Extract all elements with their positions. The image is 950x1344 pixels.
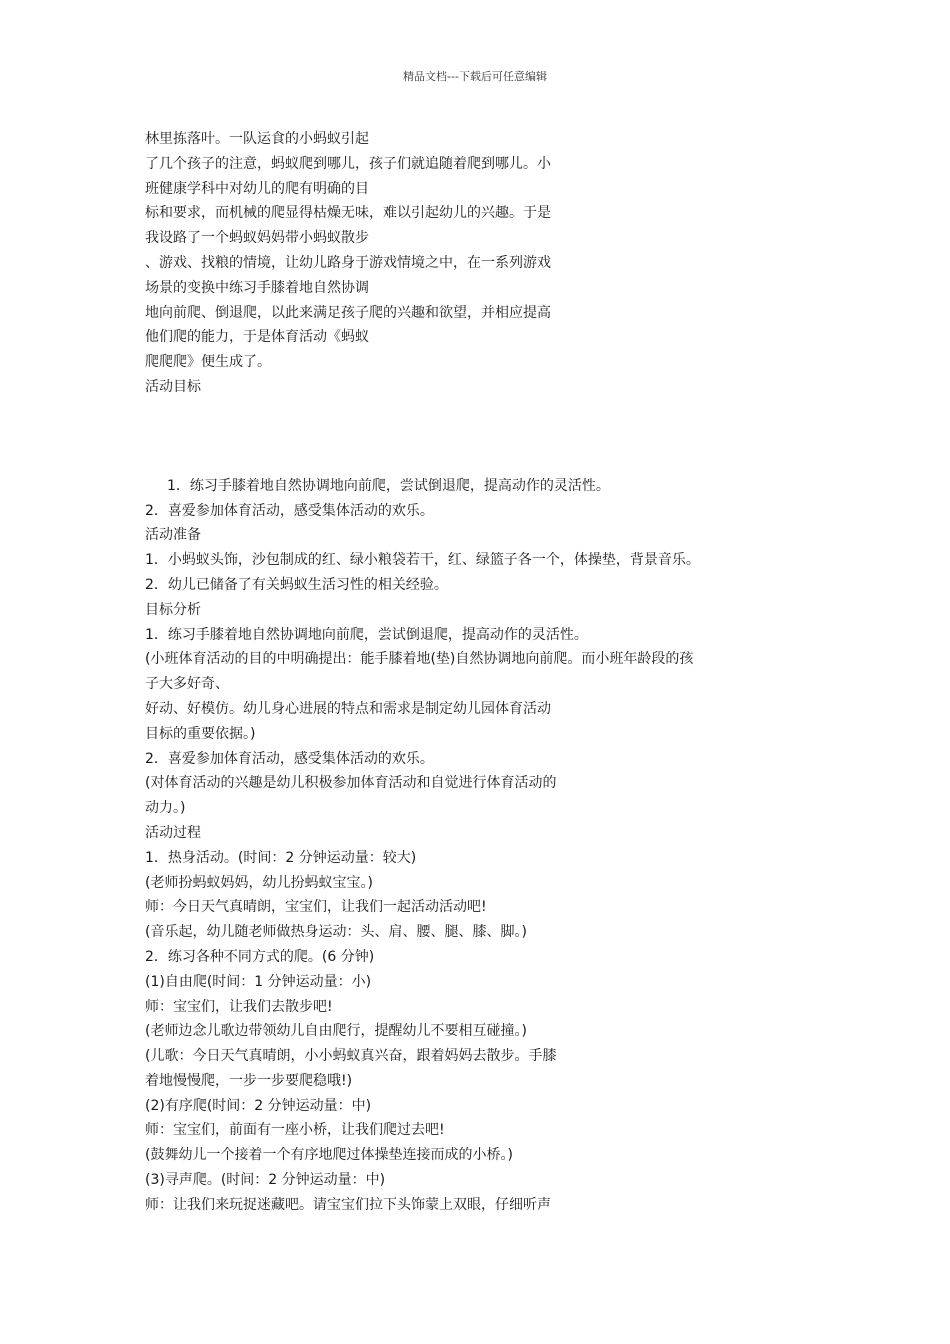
text-line: (对体育活动的兴趣是幼儿积极参加体育活动和自觉进行体育活动的 — [145, 775, 557, 792]
text-line: 好动、好模仿。幼儿身心进展的特点和需求是制定幼儿园体育活动 — [145, 700, 551, 717]
document-body — [145, 127, 815, 1218]
text-line: 目标的重要依据。) — [145, 725, 256, 742]
text-line: 标和要求，而机械的爬显得枯燥无味，难以引起幼儿的兴趣。于是 — [145, 205, 551, 222]
section-heading: 活动过程 — [145, 824, 201, 841]
section-heading: 目标分析 — [145, 601, 201, 618]
text-line: (2)有序爬(时间：2 分钟运动量：中) — [145, 1097, 372, 1114]
text-line: (小班体育活动的目的中明确提出：能手膝着地(垫)自然协调地向前爬。而小班年龄段的孩 — [145, 651, 694, 668]
text-line: (3)寻声爬。(时间：2 分钟运动量：中) — [145, 1172, 386, 1189]
text-line: 他们爬的能力，于是体育活动《蚂蚁 — [145, 329, 369, 346]
text-line: 1．热身活动。(时间：2 分钟运动量：较大) — [145, 849, 417, 866]
text-line: 1．练习手膝着地自然协调地向前爬，尝试倒退爬，提高动作的灵活性。 — [145, 626, 588, 643]
text-line: 了几个孩子的注意，蚂蚁爬到哪儿，孩子们就追随着爬到哪儿。小 — [145, 155, 551, 172]
text-line: 着地慢慢爬，一步一步要爬稳哦!) — [145, 1072, 353, 1089]
text-line: 林里拣落叶。一队运食的小蚂蚁引起 — [145, 131, 369, 147]
text-line: 、游戏、找粮的情境，让幼儿路身于游戏情境之中，在一系列游戏 — [145, 254, 551, 271]
text-line: 师：宝宝们，前面有一座小桥，让我们爬过去吧! — [145, 1122, 445, 1139]
text-line: 子大多好奇、 — [145, 676, 229, 693]
text-line: 我设路了一个蚂蚁妈妈带小蚂蚁散步 — [145, 230, 369, 247]
text-line: (鼓舞幼儿一个接着一个有序地爬过体操垫连接而成的小桥。) — [145, 1147, 513, 1164]
text-line: 师：宝宝们，让我们去散步吧! — [145, 998, 333, 1015]
section-heading: 活动目标 — [145, 378, 201, 395]
text-line: 场景的变换中练习手膝着地自然协调 — [145, 279, 369, 296]
text-line: (老师扮蚂蚁妈妈，幼儿扮蚂蚁宝宝。) — [145, 874, 373, 891]
text-line: 2．幼儿已储备了有关蚂蚁生活习性的相关经验。 — [145, 576, 448, 593]
text-line: (儿歌：今日天气真晴朗，小小蚂蚁真兴奋，跟着妈妈去散步。手膝 — [145, 1048, 557, 1065]
text-line: 师：让我们来玩捉迷藏吧。请宝宝们拉下头饰蒙上双眼，仔细听声 — [145, 1196, 551, 1213]
text-line: 1．练习手膝着地自然协调地向前爬，尝试倒退爬，提高动作的灵活性。 — [167, 477, 610, 494]
text-line: 2．喜爱参加体育活动，感受集体活动的欢乐。 — [145, 750, 434, 767]
text-line: 地向前爬、倒退爬，以此来满足孩子爬的兴趣和欲望，并相应提高 — [145, 304, 551, 321]
page-header: 精品文档---下载后可任意编辑 — [403, 70, 547, 83]
section-heading: 活动准备 — [145, 527, 201, 544]
text-line: 2．喜爱参加体育活动，感受集体活动的欢乐。 — [145, 502, 434, 519]
text-line: 动力。) — [145, 800, 186, 817]
text-line: 爬爬爬》便生成了。 — [145, 354, 271, 371]
blank-space — [145, 400, 815, 474]
text-line: 师：今日天气真晴朗，宝宝们，让我们一起活动活动吧! — [145, 899, 487, 916]
text-line: 班健康学科中对幼儿的爬有明确的目 — [145, 180, 369, 197]
text-line: 2．练习各种不同方式的爬。(6 分钟) — [145, 948, 375, 965]
text-line: (老师边念儿歌边带领幼儿自由爬行，提醒幼儿不要相互碰撞。) — [145, 1023, 527, 1040]
text-line: (音乐起，幼儿随老师做热身运动：头、肩、腰、腿、膝、脚。) — [145, 924, 527, 941]
text-line: 1．小蚂蚁头饰，沙包制成的红、绿小粮袋若干，红、绿篮子各一个，体操垫，背景音乐。 — [145, 552, 700, 569]
text-line: (1)自由爬(时间：1 分钟运动量：小) — [145, 973, 372, 990]
